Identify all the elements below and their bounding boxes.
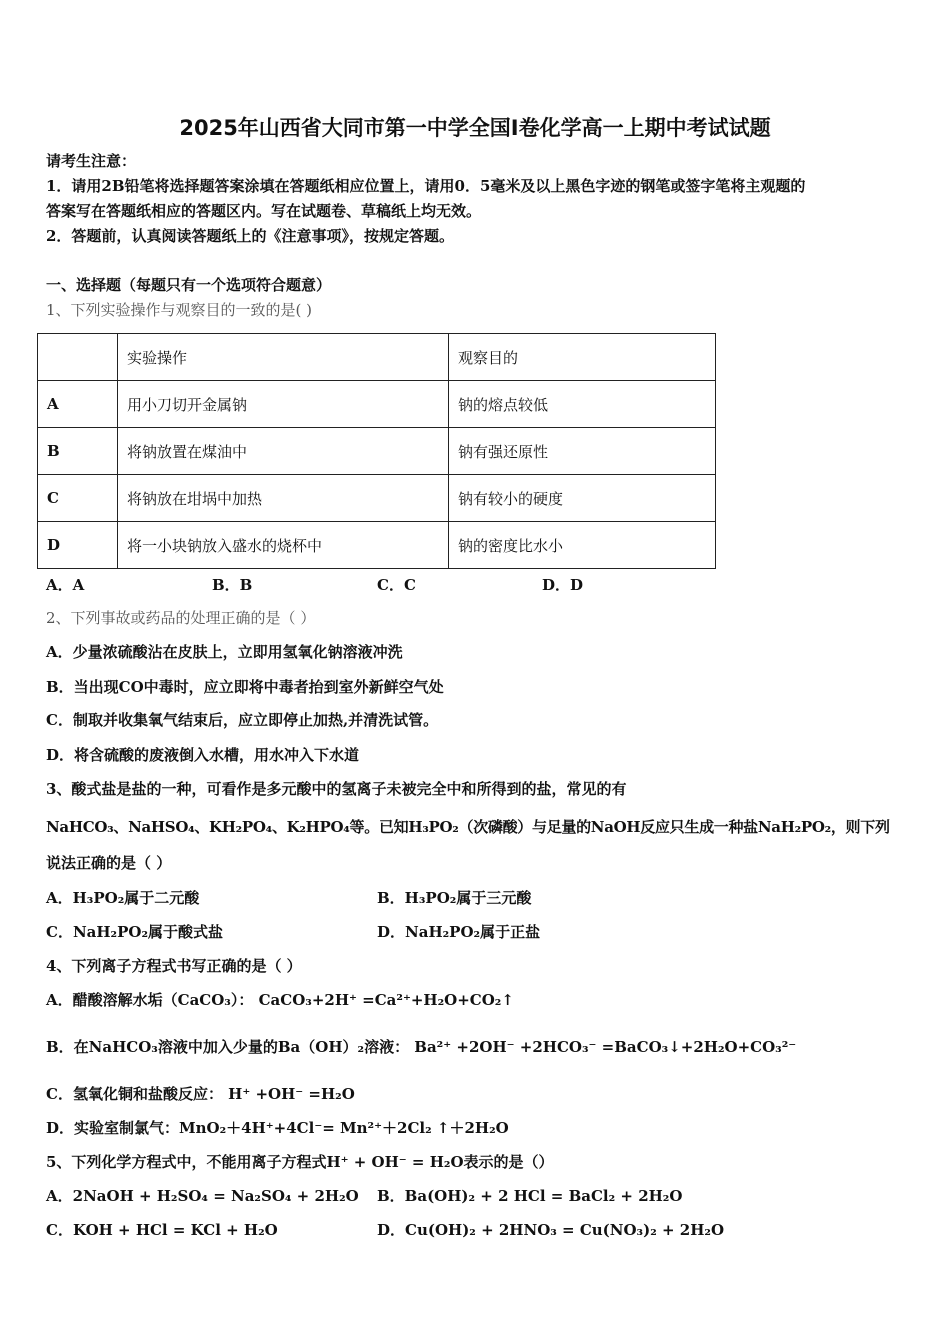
table-cell: 将钠放置在煤油中 [118, 428, 449, 475]
table-cell: 钠的熔点较低 [449, 381, 716, 428]
table-cell [38, 334, 118, 381]
section-heading: 一、选择题（每题只有一个选项符合题意） [46, 276, 332, 294]
question-stem: 4、下列离子方程式书写正确的是（ ） [46, 957, 302, 975]
table-cell: A [38, 381, 118, 428]
option: A．2NaOH + H₂SO₄ = Na₂SO₄ + 2H₂O [46, 1187, 359, 1205]
option: C．C [377, 576, 416, 594]
table-cell: 用小刀切开金属钠 [118, 381, 449, 428]
option: B．Ba(OH)₂ + 2 HCl = BaCl₂ + 2H₂O [377, 1187, 683, 1205]
question-stem: 1、下列实验操作与观察目的一致的是( ) [46, 301, 313, 319]
table-row [38, 428, 716, 475]
option: C．NaH₂PO₂属于酸式盐 [46, 923, 224, 941]
question-stem: 5、下列化学方程式中，不能用离子方程式H⁺ + OH⁻ = H₂O表示的是（） [46, 1153, 554, 1171]
notice-line: 1．请用2B铅笔将选择题答案涂填在答题纸相应位置上，请用0．5毫米及以上黑色字迹的钢笔或签字笔将主观题的 [46, 177, 806, 195]
question-stem: 3、酸式盐是盐的一种，可看作是多元酸中的氢离子未被完全中和所得到的盐，常见的有 [46, 780, 627, 798]
option: D．D [542, 576, 584, 594]
question-stem: 说法正确的是（ ） [46, 854, 172, 872]
notice-line: 答案写在答题纸相应的答题区内。写在试题卷、草稿纸上均无效。 [46, 202, 482, 220]
option: A．A [46, 576, 85, 594]
table-cell: 钠有强还原性 [449, 428, 716, 475]
table-cell: 钠有较小的硬度 [449, 475, 716, 522]
option: D．将含硫酸的废液倒入水槽，用水冲入下水道 [46, 746, 360, 764]
q1-table [37, 333, 716, 569]
notice-line: 2．答题前，认真阅读答题纸上的《注意事项》，按规定答题。 [46, 227, 454, 245]
table-cell: D [38, 522, 118, 569]
option: C．制取并收集氧气结束后，应立即停止加热,并清洗试管。 [46, 711, 439, 729]
table-cell: 将一小块钠放入盛水的烧杯中 [118, 522, 449, 569]
table-cell: C [38, 475, 118, 522]
option: C．氢氧化铜和盐酸反应： H⁺ +OH⁻ =H₂O [46, 1085, 355, 1103]
table-row [38, 475, 716, 522]
option: A．醋酸溶解水垢（CaCO₃）： CaCO₃+2H⁺ =Ca²⁺+H₂O+CO₂↑ [46, 991, 514, 1009]
table-header: 实验操作 [118, 334, 449, 381]
option: D．Cu(OH)₂ + 2HNO₃ = Cu(NO₃)₂ + 2H₂O [377, 1221, 725, 1239]
table-row [38, 522, 716, 569]
table-cell: 钠的密度比水小 [449, 522, 716, 569]
option: D．实验室制氯气：MnO₂＋4H⁺+4Cl⁻= Mn²⁺＋2Cl₂ ↑＋2H₂O [46, 1119, 509, 1137]
table-header: 观察目的 [449, 334, 716, 381]
option: D．NaH₂PO₂属于正盐 [377, 923, 541, 941]
question-stem: 2、下列事故或药品的处理正确的是（ ） [46, 609, 316, 627]
table-row [38, 381, 716, 428]
option: B．H₃PO₂属于三元酸 [377, 889, 532, 907]
option: C．KOH + HCl = KCl + H₂O [46, 1221, 278, 1239]
question-stem: NaHCO₃、NaHSO₄、KH₂PO₄、K₂HPO₄等。已知H₃PO₂（次磷酸）与足量的NaOH反应只生成一种盐NaH₂PO₂，则下列 [46, 818, 890, 836]
notice-heading: 请考生注意： [46, 152, 137, 170]
option: A．少量浓硫酸沾在皮肤上，立即用氢氧化钠溶液冲洗 [46, 643, 403, 661]
option: B．在NaHCO₃溶液中加入少量的Ba（OH）₂溶液： Ba²⁺ +2OH⁻ +2HCO₃⁻ =BaCO₃↓+2H₂O+CO₃²⁻ [46, 1038, 797, 1056]
table-cell: B [38, 428, 118, 475]
option: B．当出现CO中毒时，应立即将中毒者抬到室外新鲜空气处 [46, 678, 444, 696]
option: A．H₃PO₂属于二元酸 [46, 889, 200, 907]
table-header-row [38, 334, 716, 381]
table-cell: 将钠放在坩埚中加热 [118, 475, 449, 522]
page-title: 2025年山西省大同市第一中学全国Ⅰ卷化学高一上期中考试试题 [179, 116, 771, 140]
option: B．B [212, 576, 253, 594]
